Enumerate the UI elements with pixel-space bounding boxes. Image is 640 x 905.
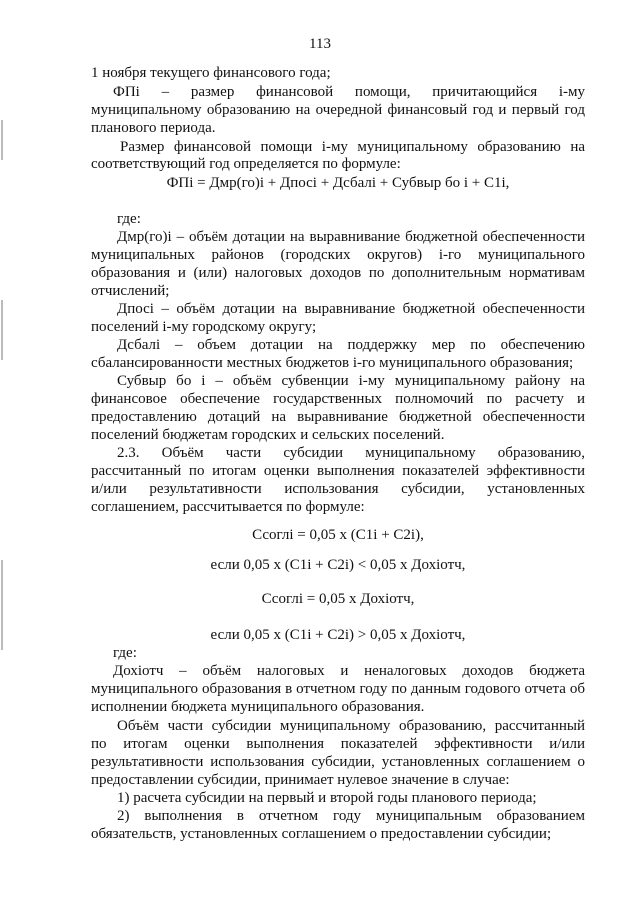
text-line: финансовое обеспечение государственных полномочий по расчету и [91,391,585,407]
text-line: предоставлении субсидии, принимает нулевое значение в случае: [91,772,510,788]
text-line: 2.3. Объём части субсидии муниципальному образованию, [117,445,585,461]
text-line: Дохiотч – объём налоговых и неналоговых доходов бюджета [113,663,585,679]
text-line: результативности использования субсидии, установленных соглашением о [91,754,585,770]
text-line: исполнении бюджета муниципального образования. [91,699,425,715]
text-line: Дмр(го)i – объём дотации на выравнивание бюджетной обеспеченности [117,229,585,245]
text-line: ФПi – размер финансовой помощи, причитающийся i-му [113,84,585,100]
text-line: предоставлению дотаций на выравнивание бюджетной обеспеченности [91,409,585,425]
text-line: где: [117,211,141,227]
text-line: Объём части субсидии муниципальному образованию, рассчитанный [117,718,585,734]
text-line: сбалансированности местных бюджетов i-го муниципального образования; [91,355,574,371]
formula-line: Ссоглi = 0,05 х Дохiотч, [261,591,415,607]
text-line: 1 ноября текущего финансового года; [91,65,331,81]
text-line: Субвыр бо i – объём субвенции i-му муниципальному району на [117,373,585,389]
text-line: соответствующий год определяется по формуле: [91,156,401,172]
text-line: Размер финансовой помощи i-му муниципальному образованию на [120,139,585,155]
text-line: соглашением, рассчитывается по формуле: [91,499,365,515]
text-line: муниципального образования в отчетном году по данным годового отчета об [91,681,585,697]
text-line: планового периода. [91,120,216,136]
formula-line: если 0,05 х (С1i + С2i) < 0,05 х Дохiотч, [210,557,466,573]
formula-line: если 0,05 х (С1i + С2i) > 0,05 х Дохiотч, [210,627,466,643]
text-line: отчислений; [91,283,170,299]
text-line: где: [113,645,137,661]
text-line: Дпосi – объём дотации на выравнивание бюджетной обеспеченности [117,301,585,317]
text-line: поселений i-му городскому округу; [91,319,317,335]
page-number: 113 [309,36,331,52]
text-line: 1) расчета субсидии на первый и второй годы планового периода; [117,790,537,806]
text-line: муниципальному образованию на очередной финансовый год и первый год [91,102,585,118]
text-line: образования и (или) налоговых доходов по дополнительным нормативам [91,265,585,281]
text-line: муниципальных районов (городских округов) i-го муниципального [91,247,585,263]
text-line: рассчитанный по итогам оценки выполнения показателей эффективности [91,463,585,479]
formula-line: Ссоглi = 0,05 х (С1i + С2i), [252,527,424,543]
scan-edge-marks [1,0,4,905]
text-line: по итогам оценки выполнения показателей эффективности и/или [91,736,585,752]
formula-line: ФПi = Дмр(го)i + Дпосi + Дсбалi + Субвыр бо i + С1i, [166,175,510,191]
text-line: 2) выполнения в отчетном году муниципальным образованием [117,808,585,824]
text-line: обязательств, установленных соглашением о предоставлении субсидии; [91,826,552,842]
text-line: Дсбалi – объем дотации на поддержку мер по обеспечению [117,337,585,353]
text-line: и/или результативности использования субсидии, установленных [91,481,585,497]
text-line: поселений бюджетам городских и сельских поселений. [91,427,445,443]
